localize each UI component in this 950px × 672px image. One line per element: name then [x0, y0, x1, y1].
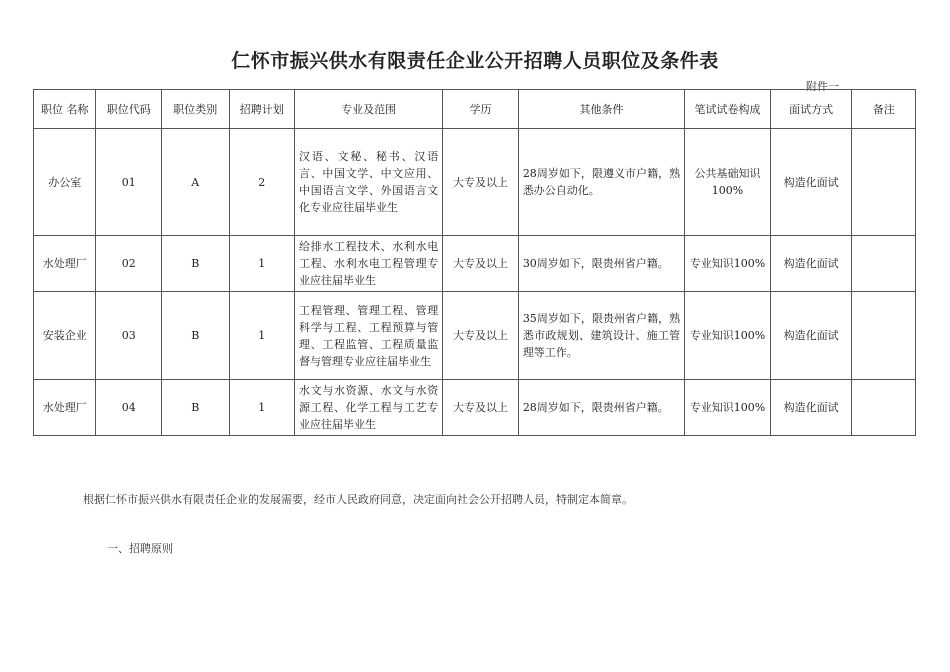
intro-paragraph: 根据仁怀市振兴供水有限责任企业的发展需要，经市人民政府同意，决定面向社会公开招聘人员，特制定本简章。: [83, 493, 633, 506]
cell-remark: [852, 380, 916, 436]
cell-major: 汉语、文秘、秘书、汉语言、中国文学、中文应用、中国语言文学、外国语言文化专业应往届毕业生: [295, 129, 443, 236]
header-major: 专业及范围: [295, 90, 443, 129]
table-row: [34, 236, 916, 292]
header-position-name: 职位 名称: [34, 90, 96, 129]
table-row: [34, 380, 916, 436]
table-row: [34, 129, 916, 236]
cell-position-category: B: [162, 380, 230, 436]
cell-position-category: B: [162, 236, 230, 292]
cell-education: 大专及以上: [443, 129, 519, 236]
cell-interview: 构造化面试: [770, 292, 852, 380]
cell-exam: 专业知识100%: [685, 292, 771, 380]
cell-position-name: 水处理厂: [34, 236, 96, 292]
cell-major: 工程管理、管理工程、管理科学与工程、工程预算与管理、工程监管、工程质量监督与管理专业应往届毕业生: [295, 292, 443, 380]
attachment-label: 附件一: [806, 80, 839, 93]
cell-exam: 公共基础知识100%: [685, 129, 771, 236]
document-title: 仁怀市振兴供水有限责任企业公开招聘人员职位及条件表: [231, 50, 719, 72]
header-interview: 面试方式: [770, 90, 852, 129]
header-position-category: 职位类别: [162, 90, 230, 129]
cell-other-conditions: 35周岁如下，限贵州省户籍，熟悉市政规划、建筑设计、施工管理等工作。: [518, 292, 684, 380]
cell-position-code: 04: [96, 380, 162, 436]
cell-other-conditions: 28周岁如下，限贵州省户籍。: [518, 380, 684, 436]
positions-table: [33, 89, 916, 436]
cell-recruit-plan: 1: [229, 292, 295, 380]
cell-education: 大专及以上: [443, 236, 519, 292]
cell-recruit-plan: 1: [229, 380, 295, 436]
header-position-code: 职位代码: [96, 90, 162, 129]
cell-major: 水文与水资源、水文与水资源工程、化学工程与工艺专业应往届毕业生: [295, 380, 443, 436]
section-heading: 一、招聘原则: [107, 542, 173, 555]
cell-education: 大专及以上: [443, 292, 519, 380]
cell-interview: 构造化面试: [770, 236, 852, 292]
cell-interview: 构造化面试: [770, 380, 852, 436]
cell-exam: 专业知识100%: [685, 380, 771, 436]
cell-other-conditions: 28周岁如下，限遵义市户籍，熟悉办公自动化。: [518, 129, 684, 236]
cell-position-code: 03: [96, 292, 162, 380]
cell-education: 大专及以上: [443, 380, 519, 436]
cell-remark: [852, 292, 916, 380]
cell-position-code: 02: [96, 236, 162, 292]
header-education: 学历: [443, 90, 519, 129]
header-remark: 备注: [852, 90, 916, 129]
cell-remark: [852, 129, 916, 236]
cell-position-name: 办公室: [34, 129, 96, 236]
header-exam: 笔试试卷构成: [685, 90, 771, 129]
cell-position-name: 水处理厂: [34, 380, 96, 436]
cell-position-category: B: [162, 292, 230, 380]
cell-position-category: A: [162, 129, 230, 236]
cell-interview: 构造化面试: [770, 129, 852, 236]
cell-position-name: 安装企业: [34, 292, 96, 380]
cell-other-conditions: 30周岁如下，限贵州省户籍。: [518, 236, 684, 292]
table-header-row: [34, 90, 916, 129]
header-other-conditions: 其他条件: [518, 90, 684, 129]
cell-position-code: 01: [96, 129, 162, 236]
table-row: [34, 292, 916, 380]
cell-recruit-plan: 2: [229, 129, 295, 236]
cell-exam: 专业知识100%: [685, 236, 771, 292]
cell-recruit-plan: 1: [229, 236, 295, 292]
cell-major: 给排水工程技术、水利水电工程、水利水电工程管理专业应往届毕业生: [295, 236, 443, 292]
cell-remark: [852, 236, 916, 292]
header-recruit-plan: 招聘计划: [229, 90, 295, 129]
